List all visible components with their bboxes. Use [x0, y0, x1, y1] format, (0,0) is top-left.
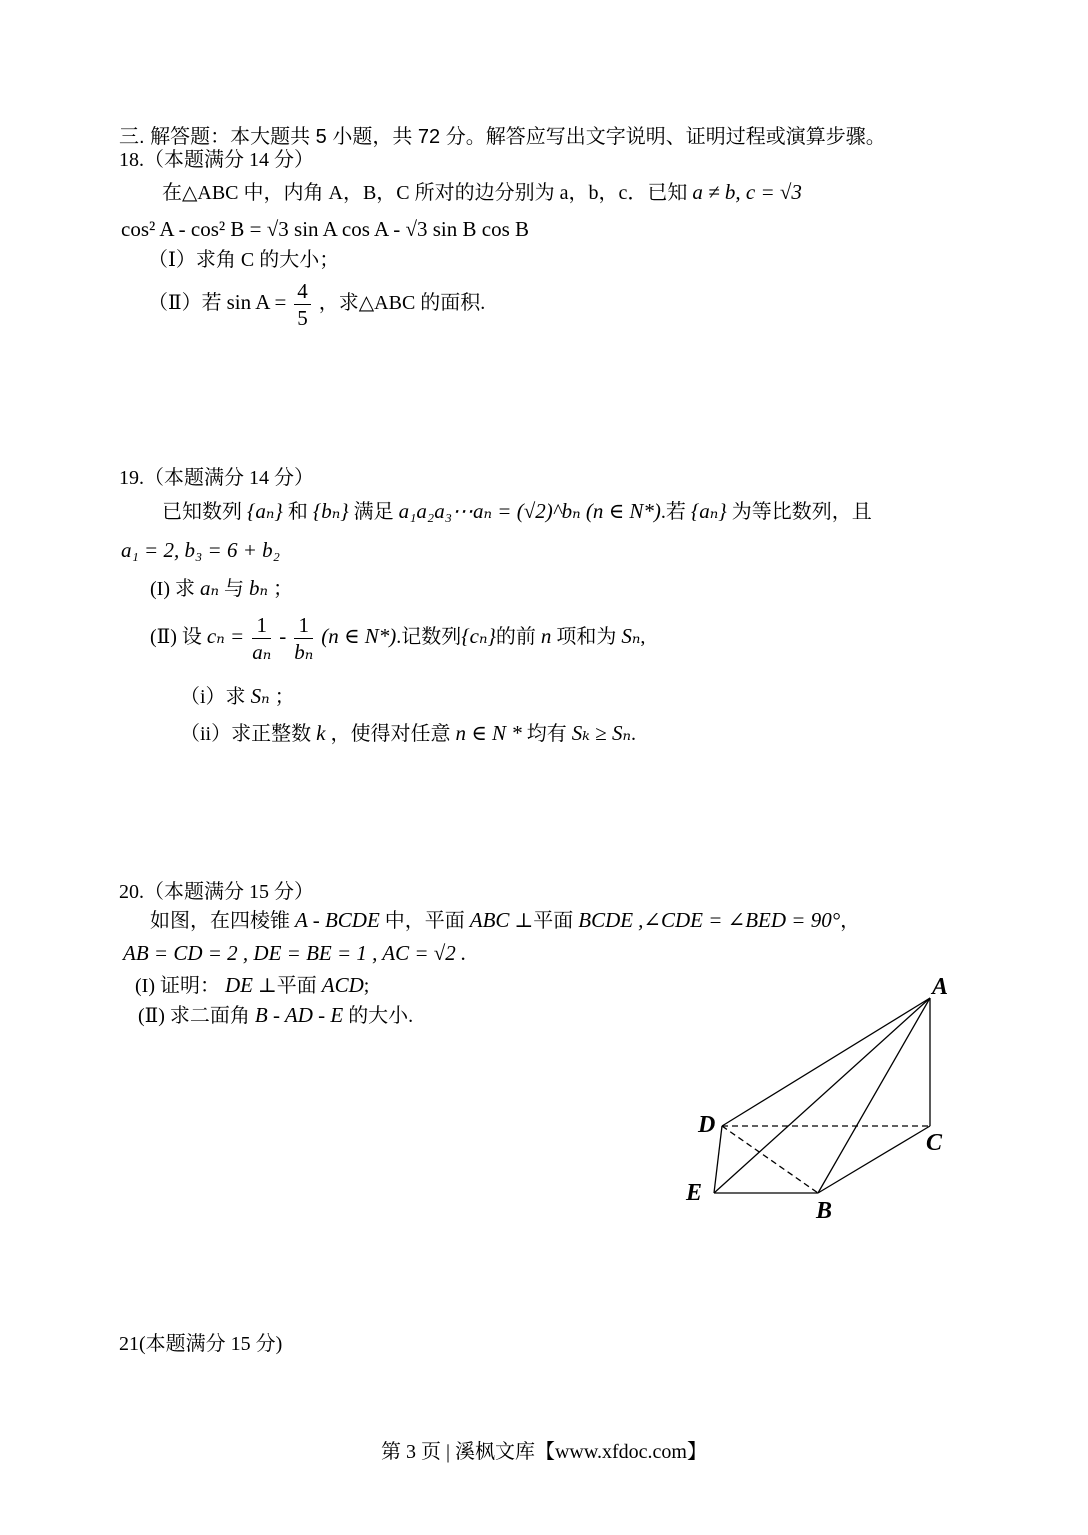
q20-line1-angles: ,∠CDE = ∠BED = 90° — [638, 908, 841, 932]
q19-part1 — [150, 576, 293, 601]
q20-part1-suffix: ; — [363, 975, 370, 997]
q20-line2: AB = CD = 2 , DE = BE = 1 , AC = √2 . — [123, 941, 467, 965]
q20-part1-prefix: (I) 证明： — [135, 975, 220, 997]
q20-part2-angle: B - AD - E — [254, 1003, 344, 1027]
q20-line1-bcde: BCDE — [578, 908, 634, 932]
edge-BC — [818, 1126, 930, 1193]
pyramid-diagram — [680, 968, 980, 1228]
q21-header: 21(本题满分 15 分) — [119, 1333, 283, 1355]
q19-part2-minus: - — [279, 624, 287, 649]
q19-sub2-mid: ，使得对任意 — [330, 723, 451, 745]
q20-line1-c: ⊥平面 — [514, 910, 574, 932]
q19-frac1-den: aₙ — [252, 640, 272, 664]
label-C: C — [926, 1130, 943, 1156]
q19-part2 — [150, 612, 645, 665]
q19-part1-an: aₙ — [199, 576, 219, 600]
q20-header: 20.（本题满分 15 分） — [119, 881, 314, 903]
q20-line1 — [150, 908, 860, 933]
q18-part2 — [148, 278, 485, 331]
q19-part2-prefix: (Ⅱ) 设 — [150, 626, 202, 649]
q19-intro-a: 已知数列 — [162, 501, 242, 523]
page-footer: 第 3 页 | 溪枫文库【www.xfdoc.com】 — [380, 1441, 707, 1463]
q18-part2-expr: sin A = — [226, 290, 287, 315]
q19-sub2-n: n ∈ N * — [455, 721, 522, 745]
q18-part1: （Ⅰ）求角 C 的大小； — [148, 249, 340, 271]
edge-AD — [722, 998, 930, 1126]
label-E: E — [686, 1180, 703, 1206]
q19-sub1-suffix: ； — [274, 686, 295, 708]
q18-given: a ≠ b, c = √3 — [692, 180, 802, 204]
q19-intro-e: 为等比数列，且 — [731, 501, 872, 523]
q19-part2-mid3: 项和为 — [556, 626, 617, 649]
q20-part1-de: DE — [224, 973, 253, 997]
q19-part1-bn: bₙ — [249, 576, 269, 600]
q18-intro-text: 在△ABC 中，内角 A，B，C 所对的边分别为 a，b，c．已知 — [162, 182, 688, 204]
q19-part2-suffix: , — [640, 626, 646, 649]
section-heading: 三. 解答题：本大题共 5 小题，共 72 分。解答应写出文字说明、证明过程或演算步骤。 — [119, 126, 886, 148]
edge-AE — [714, 998, 930, 1193]
q19-condition: a₁ = 2, b₃ = 6 + b₂ — [121, 538, 280, 562]
q19-sub1-sn: Sₙ — [250, 684, 270, 708]
q19-frac2 — [294, 612, 313, 665]
q19-part2-n: n — [540, 624, 552, 649]
q20-part2-prefix: (Ⅱ) 求二面角 — [138, 1005, 250, 1027]
q19-intro — [162, 499, 872, 524]
q19-sub2-k: k — [316, 721, 326, 745]
q18-header: 18.（本题满分 14 分） — [119, 149, 314, 171]
q19-product: a₁a₂a₃⋯aₙ = (√2)^bₙ (n ∈ N*) — [398, 499, 661, 523]
q19-sub2-suffix: . — [630, 723, 636, 745]
q19-seq-a-2: {aₙ} — [690, 499, 727, 523]
q19-frac2-num: 1 — [294, 612, 313, 639]
q19-sub1-prefix: （i）求 — [180, 686, 246, 708]
q18-fraction — [294, 278, 311, 331]
q19-intro-b: 和 — [287, 501, 308, 523]
q19-part1-prefix: (I) 求 — [150, 578, 195, 600]
edge-AB — [818, 998, 930, 1193]
q19-part2-sn: Sₙ — [621, 624, 641, 649]
q19-sub2 — [180, 721, 636, 746]
q19-seq-b: {bₙ} — [312, 499, 349, 523]
q20-line1-end: ， — [840, 910, 861, 932]
q19-frac1-num: 1 — [252, 612, 271, 639]
label-A: A — [932, 974, 949, 1000]
q19-seq-a: {aₙ} — [247, 499, 283, 523]
q19-part2-seq: {cₙ} — [461, 624, 496, 649]
q19-sub1 — [180, 684, 295, 709]
label-B: B — [816, 1198, 833, 1224]
q20-part1-mid: ⊥平面 — [257, 975, 317, 997]
q18-part2-prefix: （Ⅱ）若 — [148, 292, 222, 315]
q19-part1-mid: 与 — [224, 578, 244, 600]
q20-part2-suffix: 的大小. — [348, 1005, 414, 1027]
q19-intro-c: 满足 — [353, 501, 394, 523]
q18-fraction-den: 5 — [297, 306, 308, 330]
label-D: D — [698, 1112, 716, 1138]
q18-fraction-num: 4 — [294, 278, 311, 305]
q19-part2-cn: cₙ = — [206, 624, 245, 649]
q19-part1-suffix: ； — [273, 578, 294, 600]
q19-part2-mid2: 的前 — [495, 626, 536, 649]
q19-header: 19.（本题满分 14 分） — [119, 467, 314, 489]
q20-line1-a: 如图，在四棱锥 — [150, 910, 290, 932]
q19-frac2-den: bₙ — [294, 640, 314, 664]
q19-sub2-mid2: 均有 — [526, 723, 567, 745]
q19-part2-mid: .记数列 — [396, 626, 462, 649]
q18-equation: cos² A - cos² B = √3 sin A cos A - √3 sin B cos B — [121, 217, 530, 241]
q20-part1 — [135, 973, 369, 998]
q19-intro-d: .若 — [660, 501, 686, 523]
q20-line1-abc: ABC — [469, 908, 510, 932]
q20-line1-pyr: A - BCDE — [295, 908, 380, 932]
q19-sub2-prefix: （ii）求正整数 — [180, 723, 312, 745]
q18-part2-suffix: ，求△ABC 的面积. — [318, 292, 486, 315]
q18-intro — [162, 180, 802, 205]
edge-DB — [722, 1126, 818, 1193]
q19-part2-domain: (n ∈ N*) — [321, 624, 397, 649]
q19-sub2-ineq: Sₖ ≥ Sₙ — [571, 721, 631, 745]
q19-frac1 — [252, 612, 271, 665]
q20-line1-b: 中，平面 — [384, 910, 465, 932]
q20-part2 — [138, 1003, 413, 1028]
q20-part1-acd: ACD — [321, 973, 364, 997]
